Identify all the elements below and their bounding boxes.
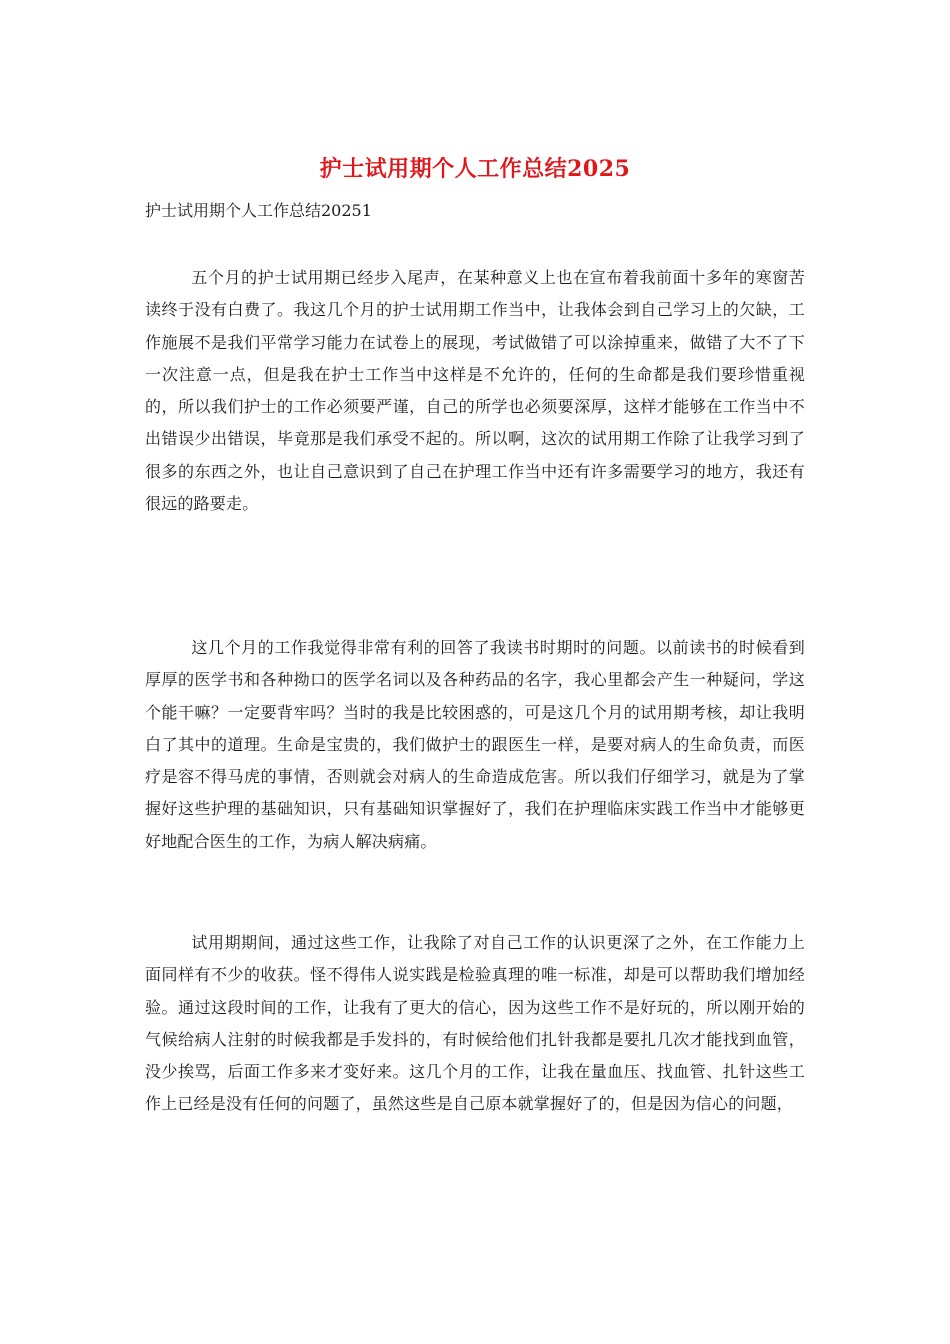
document-subtitle: 护士试用期个人工作总结20251 [145, 201, 372, 220]
body-paragraph: 试用期期间，通过这些工作，让我除了对自己工作的认识更深了之外，在工作能力上面同样有不少的收获。怪不得伟人说实践是检验真理的唯一标准，却是可以帮助我们增加经验。通过这段时间的工作，让我有了更大的信心，因为这些工作不是好玩的，所以刚开始的气候给病人注射的时候我都是手发抖的，有时候给他们扎针我都是要扎几次才能找到血管，没少挨骂，后面工作多来才变好来。这几个月的工作，让我在量血压、找血管、扎针这些工作上已经是没有任何的问题了，虽然这些是自己原本就掌握好了的，但是因为信心的问题， [145, 933, 805, 1114]
body-paragraph: 五个月的护士试用期已经步入尾声，在某种意义上也在宣布着我前面十多年的寒窗苦读终于没有白费了。我这几个月的护士试用期工作当中，让我体会到自己学习上的欠缺，工作施展不是我们平常学习能力在试卷上的展现，考试做错了可以涂掉重来，做错了大不了下一次注意一点，但是我在护士工作当中这样是不允许的，任何的生命都是我们要珍惜重视的，所以我们护士的工作必须要严谨，自己的所学也必须要深厚，这样才能够在工作当中不出错误少出错误，毕竟那是我们承受不起的。所以啊，这次的试用期工作除了让我学习到了很多的东西之外，也让自己意识到了自己在护理工作当中还有许多需要学习的地方，我还有很远的路要走。 [145, 268, 805, 514]
body-paragraph: 这几个月的工作我觉得非常有利的回答了我读书时期时的问题。以前读书的时候看到厚厚的医学书和各种拗口的医学名词以及各种药品的名字，我心里都会产生一种疑问，学这个能干嘛？一定要背牢吗？当时的我是比较困惑的，可是这几个月的试用期考核，却让我明白了其中的道理。生命是宝贵的，我们做护士的跟医生一样，是要对病人的生命负责，而医疗是容不得马虎的事情，否则就会对病人的生命造成危害。所以我们仔细学习，就是为了掌握好这些护理的基础知识，只有基础知识掌握好了，我们在护理临床实践工作当中才能够更好地配合医生的工作，为病人解决病痛。 [145, 638, 805, 851]
document-title: 护士试用期个人工作总结2025 [319, 156, 631, 182]
